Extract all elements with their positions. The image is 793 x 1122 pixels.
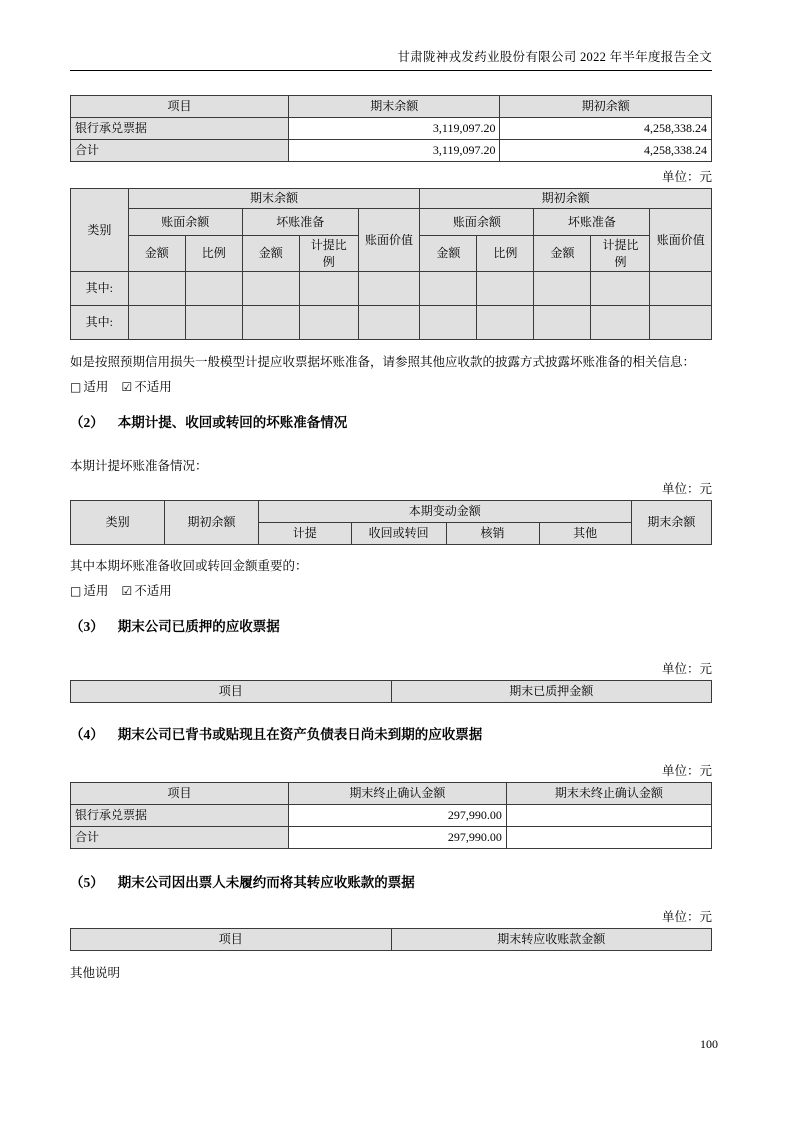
col-header-derecognized: 期末终止确认金额	[288, 783, 506, 805]
section-heading-5	[70, 871, 712, 891]
applicable-label: 适用	[83, 380, 109, 394]
col-header-item: 项目	[71, 783, 289, 805]
col-header-bad-debt: 坏账准备	[534, 209, 650, 236]
table-header-row	[71, 501, 712, 523]
col-header-amount: 金额	[242, 236, 299, 272]
empty-cell	[591, 306, 650, 340]
cell-item-name: 银行承兑票据	[71, 118, 289, 140]
col-header-writeoff: 核销	[446, 523, 539, 545]
empty-cell	[185, 306, 242, 340]
cell-item-name: 银行承兑票据	[71, 805, 289, 827]
checkbox-checked-icon: ☑	[121, 584, 133, 598]
cell-derecognized-amount: 297,990.00	[288, 827, 506, 849]
empty-cell	[534, 272, 591, 306]
cell-begin-balance: 4,258,338.24	[500, 118, 712, 140]
empty-cell	[358, 306, 420, 340]
col-header-book-value: 账面价值	[650, 209, 712, 272]
empty-cell	[242, 272, 299, 306]
empty-cell	[591, 272, 650, 306]
empty-cell	[128, 272, 185, 306]
applicable-label: 适用	[83, 584, 109, 598]
section-title: 期末公司已背书或贴现且在资产负债表日尚未到期的应收票据	[117, 727, 483, 742]
empty-cell	[299, 306, 358, 340]
empty-cell	[477, 272, 534, 306]
applicability-checkboxes	[70, 581, 712, 599]
col-header-accrual: 计提	[258, 523, 351, 545]
cell-item-name: 合计	[71, 827, 289, 849]
col-header-amount: 金额	[128, 236, 185, 272]
col-header-other: 其他	[539, 523, 631, 545]
empty-cell	[420, 306, 477, 340]
cell-not-derecognized-amount	[506, 827, 711, 849]
not-applicable-label: 不适用	[134, 584, 172, 598]
col-header-category: 类别	[71, 189, 129, 272]
section-number: （4）	[70, 727, 104, 742]
section-title: 本期计提、收回或转回的坏账准备情况	[117, 415, 348, 430]
empty-cell	[534, 306, 591, 340]
provision-changes-table	[70, 500, 712, 545]
cell-category: 其中:	[71, 272, 129, 306]
col-header-amount: 金额	[534, 236, 591, 272]
cell-begin-balance: 4,258,338.24	[500, 140, 712, 162]
table-row-total	[71, 140, 712, 162]
section-title: 期末公司已质押的应收票据	[117, 619, 280, 634]
empty-cell	[128, 306, 185, 340]
unit-label: 单位：元	[661, 662, 712, 676]
table-row	[71, 272, 712, 306]
col-header-amount: 金额	[420, 236, 477, 272]
table-header-row	[71, 209, 712, 236]
provision-intro-text: 本期计提坏账准备情况：	[70, 459, 208, 473]
checkbox-unchecked-icon: □	[70, 380, 82, 394]
empty-cell	[477, 306, 534, 340]
unit-label: 单位：元	[661, 910, 712, 924]
not-applicable-label: 不适用	[134, 380, 172, 394]
unit-label: 单位：元	[661, 482, 712, 496]
not-applicable-option	[121, 584, 171, 598]
table-header-row	[71, 783, 712, 805]
col-header-not-derecognized: 期末未终止确认金额	[506, 783, 711, 805]
empty-cell	[299, 272, 358, 306]
col-header-end-balance: 期末余额	[631, 501, 711, 545]
section-number: （2）	[70, 415, 104, 430]
table-header-row	[71, 681, 712, 703]
other-note-label: 其他说明	[70, 966, 121, 980]
section-title: 期末公司因出票人未履约而将其转应收账款的票据	[117, 875, 415, 890]
col-header-recover-reverse: 收回或转回	[351, 523, 446, 545]
page-number: 100	[700, 1037, 718, 1051]
unit-label: 单位：元	[661, 170, 712, 184]
checkbox-unchecked-icon: □	[70, 584, 82, 598]
col-header-period-begin: 期初余额	[420, 189, 712, 209]
section-heading-4	[70, 723, 712, 743]
endorsed-bills-table	[70, 782, 712, 849]
table-row-total	[71, 827, 712, 849]
cell-item-name: 合计	[71, 140, 289, 162]
table-row	[71, 118, 712, 140]
col-header-transferred-amount: 期末转应收账款金额	[391, 929, 712, 951]
applicable-option	[70, 380, 108, 394]
col-header-begin-balance: 期初余额	[165, 501, 259, 545]
col-header-bad-debt: 坏账准备	[242, 209, 358, 236]
col-header-provision-ratio: 计提比例	[591, 236, 650, 272]
empty-cell	[358, 272, 420, 306]
recover-reverse-note: 其中本期坏账准备收回或转回金额重要的：	[70, 559, 308, 573]
report-header: 甘肃陇神戎发药业股份有限公司 2022 年半年度报告全文	[70, 47, 712, 71]
empty-cell	[242, 306, 299, 340]
table-header-row	[71, 96, 712, 118]
col-header-ratio: 比例	[477, 236, 534, 272]
col-header-period-change: 本期变动金额	[258, 501, 631, 523]
transferred-bills-table	[70, 928, 712, 951]
col-header-category: 类别	[71, 501, 165, 545]
table-row	[71, 805, 712, 827]
col-header-book-balance: 账面余额	[128, 209, 242, 236]
table-header-row	[71, 189, 712, 209]
cell-end-balance: 3,119,097.20	[288, 140, 500, 162]
col-header-book-value: 账面价值	[358, 209, 420, 272]
applicable-option	[70, 584, 108, 598]
credit-loss-note: 如是按照预期信用损失一般模型计提应收票据坏账准备，请参照其他应收款的披露方式披露坏账准备的相关信息：	[70, 355, 696, 369]
pledged-bills-table	[70, 680, 712, 703]
col-header-item: 项目	[71, 929, 392, 951]
checkbox-checked-icon: ☑	[121, 380, 133, 394]
col-header-period-begin: 期初余额	[500, 96, 712, 118]
empty-cell	[185, 272, 242, 306]
empty-cell	[650, 306, 712, 340]
col-header-item: 项目	[71, 96, 289, 118]
bad-debt-category-table	[70, 188, 712, 340]
col-header-book-balance: 账面余额	[420, 209, 534, 236]
table-header-row	[71, 929, 712, 951]
cell-category: 其中:	[71, 306, 129, 340]
empty-cell	[650, 272, 712, 306]
section-heading-2	[70, 411, 712, 431]
cell-not-derecognized-amount	[506, 805, 711, 827]
cell-derecognized-amount: 297,990.00	[288, 805, 506, 827]
col-header-item: 项目	[71, 681, 392, 703]
col-header-period-end: 期末余额	[288, 96, 500, 118]
empty-cell	[420, 272, 477, 306]
cell-end-balance: 3,119,097.20	[288, 118, 500, 140]
not-applicable-option	[121, 380, 171, 394]
col-header-period-end: 期末余额	[128, 189, 420, 209]
col-header-pledged-amount: 期末已质押金额	[391, 681, 712, 703]
section-number: （3）	[70, 619, 104, 634]
col-header-ratio: 比例	[185, 236, 242, 272]
section-number: （5）	[70, 875, 104, 890]
unit-label: 单位：元	[661, 764, 712, 778]
bills-summary-table	[70, 95, 712, 162]
table-row	[71, 306, 712, 340]
col-header-provision-ratio: 计提比例	[299, 236, 358, 272]
section-heading-3	[70, 615, 712, 635]
applicability-checkboxes	[70, 377, 712, 395]
